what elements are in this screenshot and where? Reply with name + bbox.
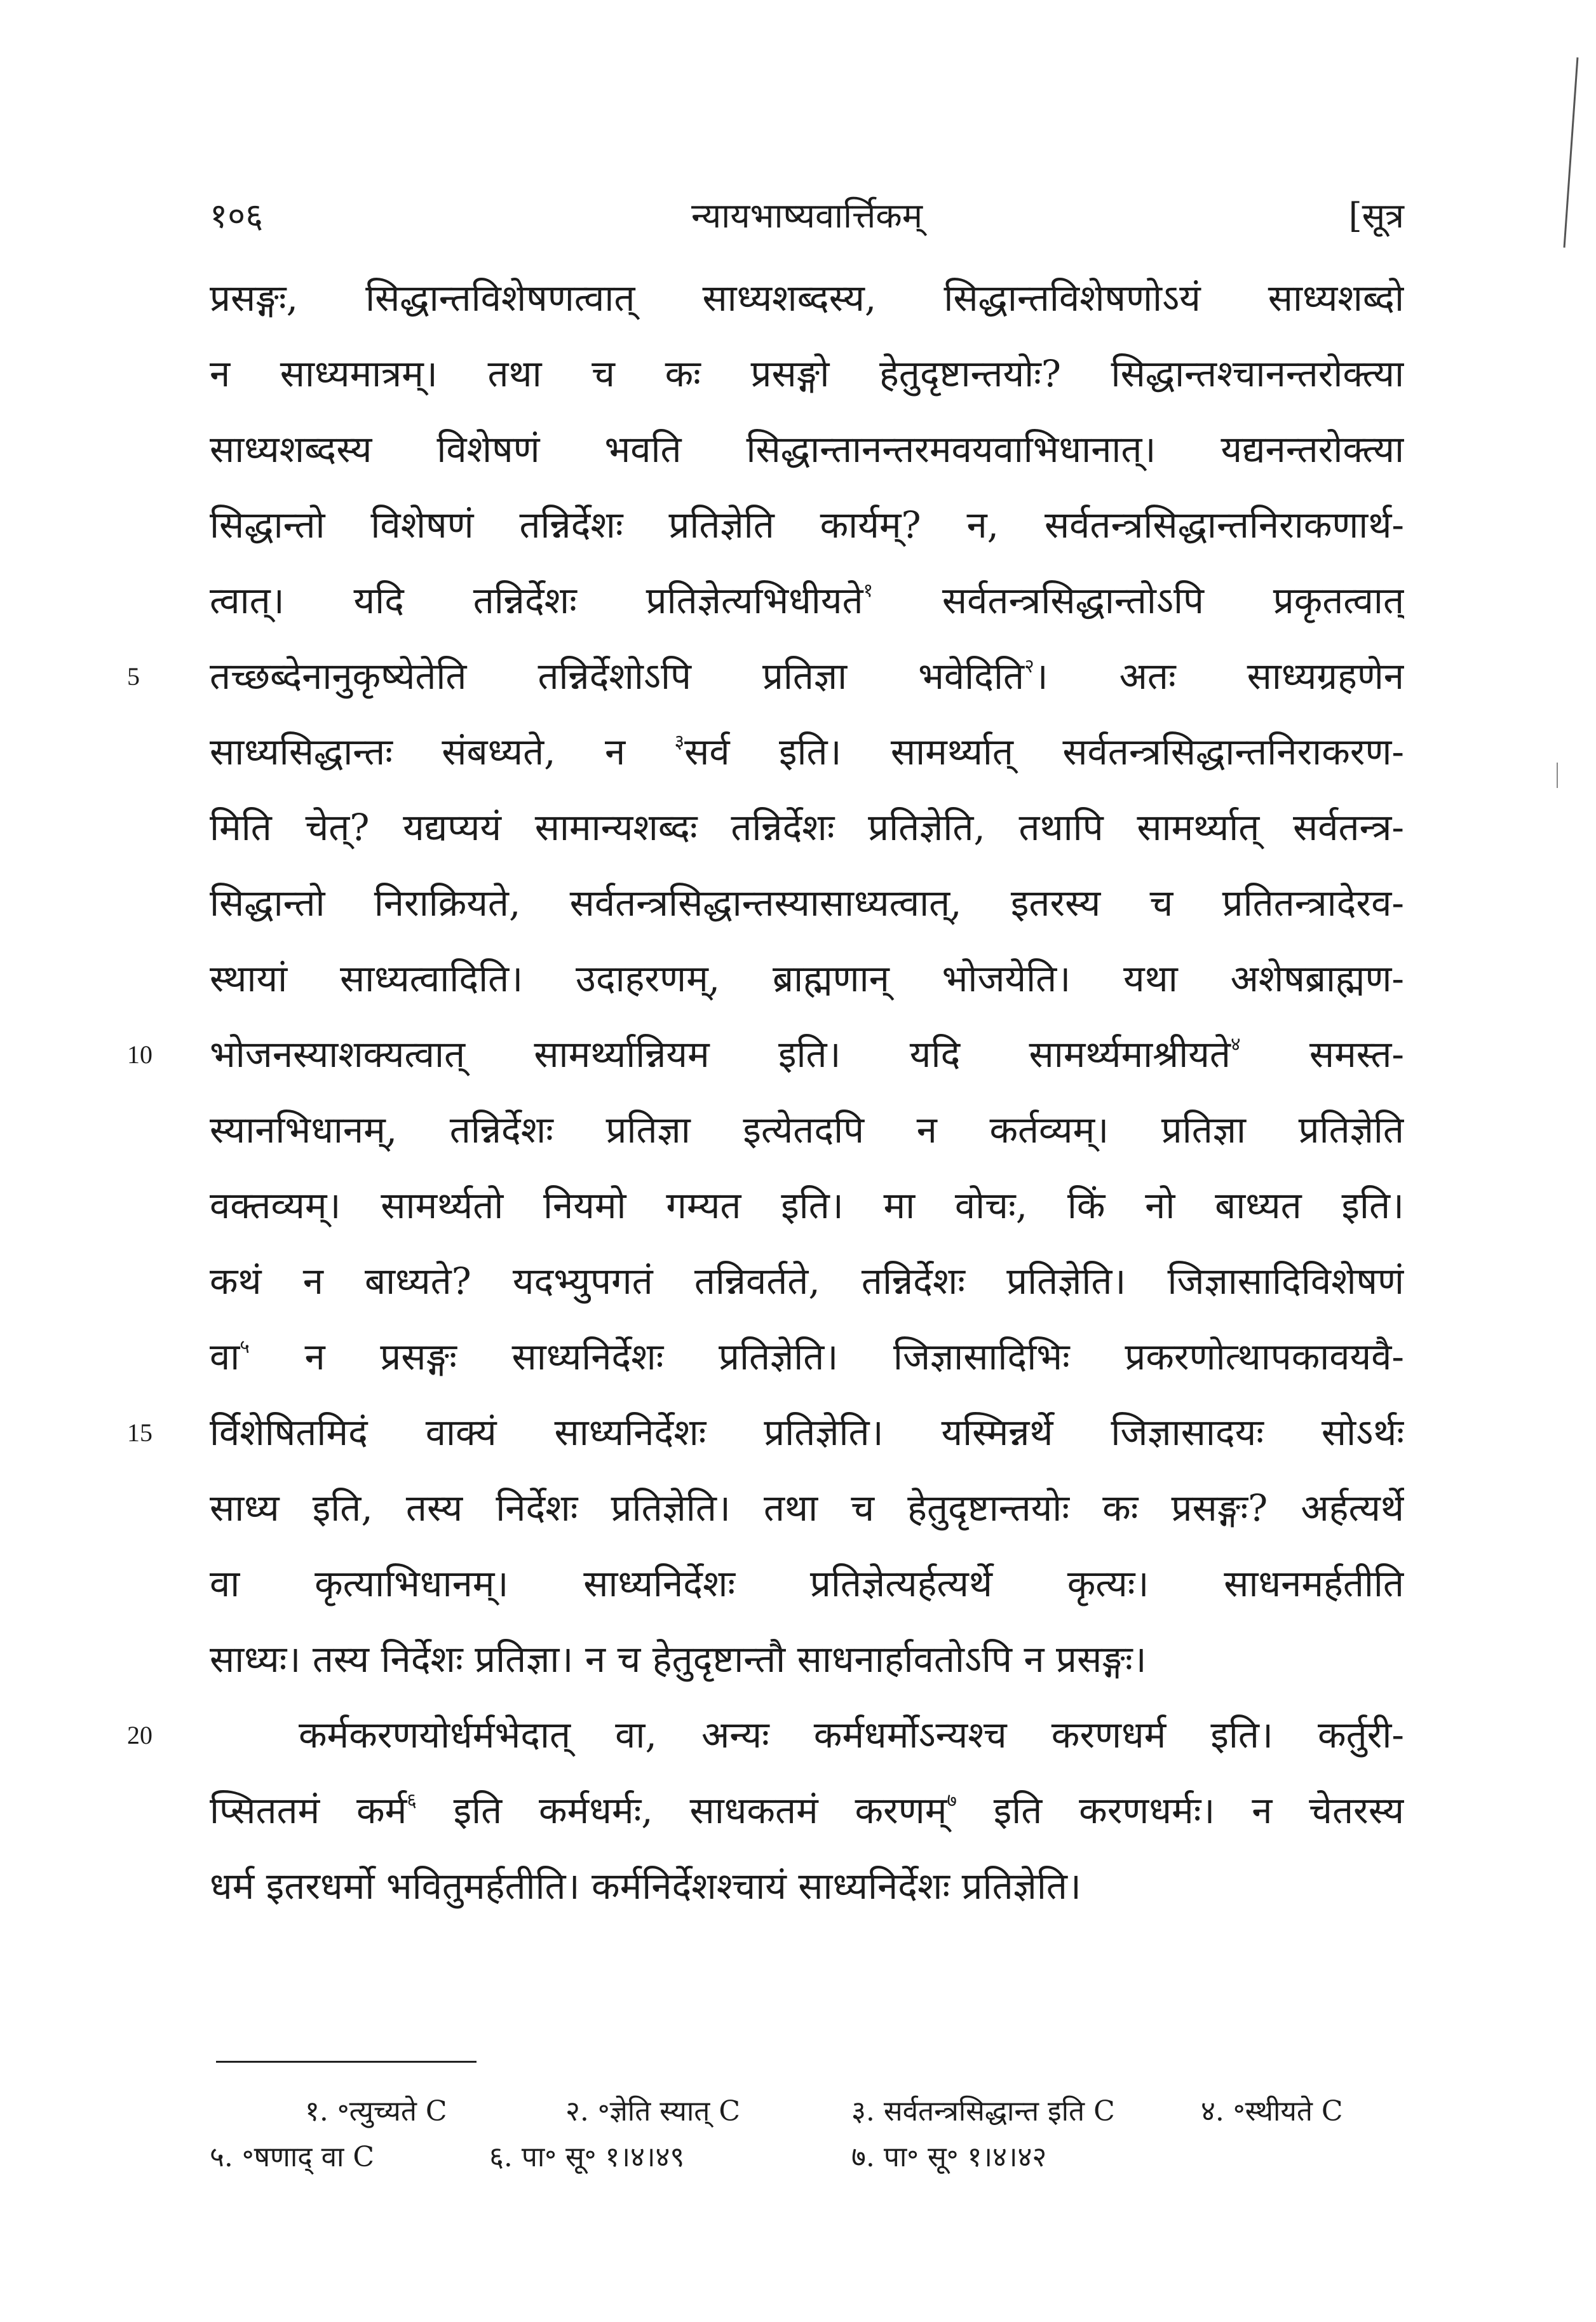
text-segment: स्थायां साध्यत्वादिति। उदाहरणम्, ब्राह्मणान् भोजयेति। यथा अशेषब्राह्मण- xyxy=(210,957,1404,1000)
text-segment: भोजनस्याशक्यत्वात् सामर्थ्यान्नियम इति। यदि सामर्थ्यमाश्रीयते xyxy=(210,1033,1231,1076)
footnote-rule xyxy=(216,2061,477,2063)
text-line xyxy=(210,1092,1404,1168)
running-title: न्यायभाष्यवार्त्तिकम् xyxy=(691,196,923,236)
text-line xyxy=(210,1395,1404,1470)
running-header xyxy=(210,191,1404,248)
text-line xyxy=(210,639,1404,714)
line-number: 5 xyxy=(127,662,140,691)
main-text xyxy=(210,261,1404,1924)
text-segment: इति कर्मधर्मः, साधकतमं करणम् xyxy=(416,1789,947,1832)
text-segment: । अतः साध्यग्रहणेन xyxy=(1034,655,1404,698)
footnote-row xyxy=(210,2091,1404,2135)
text-segment: कर्मकरणयोर्धर्मभेदात् वा, अन्यः कर्मधर्मोऽन्यश्च करणधर्म इति। कर्तुरी- xyxy=(299,1713,1404,1756)
section-label: [सूत्र xyxy=(1348,196,1404,236)
text-segment: वक्तव्यम्। सामर्थ्यतो नियमो गम्यत इति। मा वोचः, किं नो बाध्यत इति। xyxy=(210,1184,1404,1227)
text-segment: सिद्धान्तो विशेषणं तन्निर्देशः प्रतिज्ञेति कार्यम्? न, सर्वतन्त्रसिद्धान्तनिराकणार्थ- xyxy=(210,503,1404,547)
footnote-marker: ४ xyxy=(1230,1033,1241,1056)
line-number: 15 xyxy=(127,1418,152,1447)
text-segment: तच्छब्देनानुकृष्येतेति तन्निर्देशोऽपि प्रतिज्ञा भवेदिति xyxy=(210,655,1025,698)
text-segment: न साध्यमात्रम्। तथा च कः प्रसङ्गो हेतुदृष्टान्तयोः? सिद्धान्तश्चानन्तरोक्त्या xyxy=(210,352,1404,395)
text-segment: साध्य इति, तस्य निर्देशः प्रतिज्ञेति। तथा च हेतुदृष्टान्तयोः कः प्रसङ्गः? अर्हत्यर्थे xyxy=(210,1486,1404,1530)
text-line xyxy=(210,336,1404,412)
text-segment: स्यानभिधानम्, तन्निर्देशः प्रतिज्ञा इत्येतदपि न कर्तव्यम्। प्रतिज्ञा प्रतिज्ञेति xyxy=(210,1108,1404,1151)
text-segment: वा कृत्याभिधानम्। साध्यनिर्देशः प्रतिज्ञेत्यर्हत्यर्थे कृत्यः। साधनमर्हतीति xyxy=(210,1562,1404,1605)
footnote: १. ॰त्युच्यते C xyxy=(305,2095,447,2128)
text-line xyxy=(210,714,1404,790)
text-segment: त्वात्। यदि तन्निर्देशः प्रतिज्ञेत्यभिधीयते xyxy=(210,579,863,622)
text-segment: साध्यसिद्धान्तः संबध्यते, न xyxy=(210,730,675,773)
text-segment: सर्वतन्त्रसिद्धान्तोऽपि प्रकृतत्वात् xyxy=(873,579,1404,622)
text-line xyxy=(210,1319,1404,1395)
footnote: ६. पा॰ सू॰ १।४।४९ xyxy=(489,2141,685,2173)
footnote-marker: ३ xyxy=(674,731,685,753)
text-segment: र्विशेषितमिदं वाक्यं साध्यनिर्देशः प्रतिज्ञेति। यस्मिन्नर्थे जिज्ञासादयः सोऽर्थः xyxy=(210,1411,1404,1454)
line-number: 10 xyxy=(127,1040,152,1069)
footnote: २. ॰ज्ञेति स्यात् C xyxy=(565,2095,741,2128)
text-segment: धर्म इतरधर्मो भवितुमर्हतीति। कर्मनिर्देशश्चायं साध्यनिर्देशः प्रतिज्ञेति। xyxy=(210,1864,1081,1908)
text-segment: मिति चेत्? यद्यप्ययं सामान्यशब्दः तन्निर्देशः प्रतिज्ञेति, तथापि सामर्थ्यात् सर्वतन्त्र- xyxy=(210,806,1404,849)
text-line xyxy=(210,1244,1404,1319)
footnote: ३. सर्वतन्त्रसिद्धान्त इति C xyxy=(851,2095,1115,2128)
footnote-marker: ७ xyxy=(947,1789,957,1812)
text-line xyxy=(210,1168,1404,1244)
text-segment: प्रसङ्गः, सिद्धान्तविशेषणत्वात् साध्यशब्दस्य, सिद्धान्तविशेषणोऽयं साध्यशब्दो xyxy=(210,276,1404,320)
text-line xyxy=(210,1017,1404,1092)
footnote: ४. ॰स्थीयते C xyxy=(1201,2095,1343,2128)
text-line xyxy=(210,941,1404,1017)
footnote-marker: ५ xyxy=(240,1336,250,1358)
margin-mark xyxy=(1564,57,1579,247)
text-line xyxy=(210,866,1404,941)
text-line xyxy=(210,487,1404,563)
text-segment: साध्यशब्दस्य विशेषणं भवति सिद्धान्तानन्तरमवयवाभिधानात्। यद्यनन्तरोक्त्या xyxy=(210,428,1404,471)
text-segment: सिद्धान्तो निराक्रियते, सर्वतन्त्रसिद्धान्तस्यासाध्यत्वात्, इतरस्य च प्रतितन्त्रादेरव- xyxy=(210,881,1404,925)
text-line xyxy=(210,563,1404,639)
text-segment: समस्त- xyxy=(1240,1033,1404,1076)
page-number: १०६ xyxy=(210,196,264,236)
text-line xyxy=(210,261,1404,336)
footnote: ७. पा॰ सू॰ १।४।४२ xyxy=(851,2141,1047,2173)
text-segment: कथं न बाध्यते? यदभ्युपगतं तन्निवर्तते, तन्निर्देशः प्रतिज्ञेति। जिज्ञासादिविशेषणं xyxy=(210,1259,1404,1303)
footnote-marker: ६ xyxy=(407,1789,417,1812)
text-line xyxy=(210,1849,1404,1924)
text-segment: न प्रसङ्गः साध्यनिर्देशः प्रतिज्ञेति। जिज्ञासादिभिः प्रकरणोत्थापकावयवै- xyxy=(249,1335,1404,1378)
text-segment: प्सिततमं कर्म xyxy=(210,1789,407,1832)
text-line xyxy=(210,1697,1404,1773)
text-line xyxy=(210,1773,1404,1849)
footnote-row xyxy=(210,2136,1404,2181)
text-segment: सर्व इति। सामर्थ्यात् सर्वतन्त्रसिद्धान्तनिराकरण- xyxy=(684,730,1404,773)
text-segment: साध्यः। तस्य निर्देशः प्रतिज्ञा। न च हेतुदृष्टान्तौ साधनार्हावतोऽपि न प्रसङ्गः। xyxy=(210,1638,1147,1681)
margin-mark xyxy=(1557,763,1558,788)
text-segment: वा xyxy=(210,1335,240,1378)
footnote-marker: २ xyxy=(1024,655,1034,677)
text-line xyxy=(210,412,1404,487)
footnote: ५. ॰षणाद् वा C xyxy=(210,2141,375,2173)
text-line xyxy=(210,790,1404,866)
text-line xyxy=(210,1470,1404,1546)
text-line xyxy=(210,1546,1404,1622)
text-segment: इति करणधर्मः। न चेतरस्य xyxy=(957,1789,1404,1832)
text-line xyxy=(210,1622,1404,1697)
line-number: 20 xyxy=(127,1721,152,1749)
footnote-marker: १ xyxy=(863,580,874,602)
